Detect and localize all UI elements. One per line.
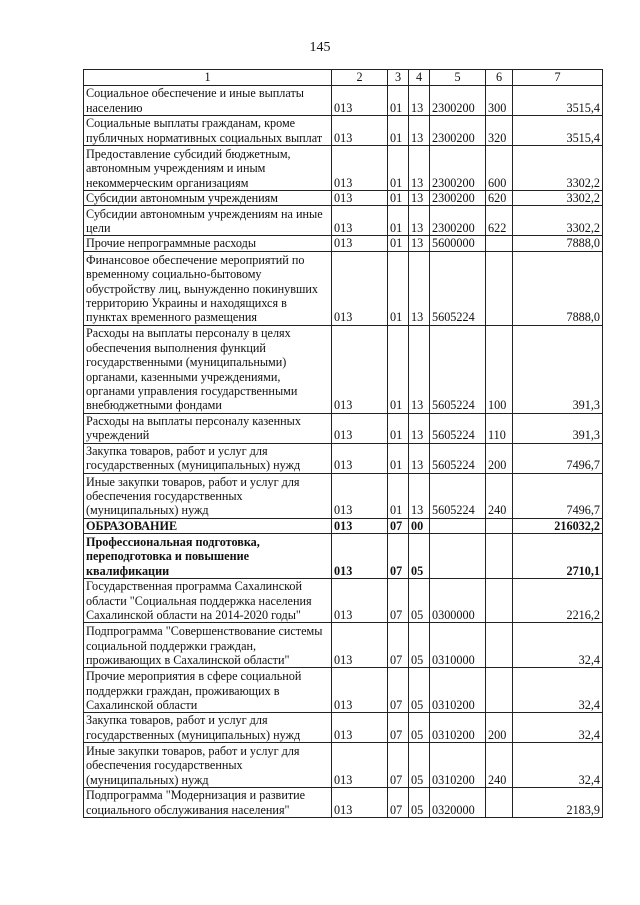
expense-type-code-cell [486, 579, 513, 623]
ministry-code-cell: 013 [332, 413, 388, 443]
amount-cell: 32,4 [513, 743, 603, 788]
expense-type-code-cell: 620 [486, 191, 513, 206]
amount-cell: 32,4 [513, 623, 603, 668]
item-name-cell: ОБРАЗОВАНИЕ [84, 518, 332, 533]
subsection-code-cell: 13 [409, 473, 430, 518]
section-code-cell: 07 [388, 534, 409, 579]
table-row [84, 579, 603, 623]
item-name-cell: Финансовое обеспечение мероприятий по временному социально-бытовому обустройству лиц, вынужденно покинувших территорию Украины и находящихся в пунктах временного размещения [84, 251, 332, 325]
amount-cell: 7888,0 [513, 251, 603, 325]
amount-cell: 2216,2 [513, 579, 603, 623]
header-cell: 6 [486, 70, 513, 86]
expense-type-code-cell: 200 [486, 713, 513, 743]
section-code-cell: 07 [388, 743, 409, 788]
header-cell: 7 [513, 70, 603, 86]
table-row [84, 413, 603, 443]
amount-cell: 32,4 [513, 668, 603, 713]
target-item-code-cell [430, 518, 486, 533]
target-item-code-cell: 5605224 [430, 473, 486, 518]
item-name-cell: Иные закупки товаров, работ и услуг для обеспечения государственных (муниципальных) нужд [84, 743, 332, 788]
subsection-code-cell: 13 [409, 146, 430, 191]
ministry-code-cell: 013 [332, 191, 388, 206]
header-cell: 1 [84, 70, 332, 86]
amount-cell: 216032,2 [513, 518, 603, 533]
table-row [84, 518, 603, 533]
target-item-code-cell: 0310200 [430, 668, 486, 713]
section-code-cell: 01 [388, 443, 409, 473]
section-code-cell: 07 [388, 668, 409, 713]
target-item-code-cell: 5600000 [430, 236, 486, 251]
ministry-code-cell: 013 [332, 743, 388, 788]
table-row [84, 86, 603, 116]
target-item-code-cell: 2300200 [430, 206, 486, 236]
target-item-code-cell: 5605224 [430, 251, 486, 325]
subsection-code-cell: 05 [409, 534, 430, 579]
ministry-code-cell: 013 [332, 788, 388, 818]
table-row [84, 623, 603, 668]
item-name-cell: Закупка товаров, работ и услуг для государственных (муниципальных) нужд [84, 443, 332, 473]
item-name-cell: Государственная программа Сахалинской области "Социальная поддержка населения Сахалинской области на 2014-2020 годы" [84, 579, 332, 623]
ministry-code-cell: 013 [332, 325, 388, 413]
subsection-code-cell: 05 [409, 579, 430, 623]
subsection-code-cell: 13 [409, 413, 430, 443]
amount-cell: 2183,9 [513, 788, 603, 818]
ministry-code-cell: 013 [332, 668, 388, 713]
table-row [84, 251, 603, 325]
section-code-cell: 01 [388, 251, 409, 325]
section-code-cell: 07 [388, 623, 409, 668]
section-code-cell: 01 [388, 325, 409, 413]
subsection-code-cell: 13 [409, 191, 430, 206]
target-item-code-cell: 0310200 [430, 743, 486, 788]
ministry-code-cell: 013 [332, 713, 388, 743]
section-code-cell: 01 [388, 236, 409, 251]
budget-table [83, 69, 603, 818]
section-code-cell: 07 [388, 788, 409, 818]
subsection-code-cell: 05 [409, 668, 430, 713]
table-row [84, 668, 603, 713]
table-row [84, 146, 603, 191]
target-item-code-cell: 2300200 [430, 86, 486, 116]
item-name-cell: Прочие непрограммные расходы [84, 236, 332, 251]
item-name-cell: Закупка товаров, работ и услуг для государственных (муниципальных) нужд [84, 713, 332, 743]
header-row [84, 70, 603, 86]
expense-type-code-cell [486, 251, 513, 325]
ministry-code-cell: 013 [332, 623, 388, 668]
amount-cell: 7888,0 [513, 236, 603, 251]
expense-type-code-cell: 200 [486, 443, 513, 473]
section-code-cell: 01 [388, 146, 409, 191]
item-name-cell: Субсидии автономным учреждениям [84, 191, 332, 206]
ministry-code-cell: 013 [332, 518, 388, 533]
table-row [84, 325, 603, 413]
ministry-code-cell: 013 [332, 146, 388, 191]
subsection-code-cell: 13 [409, 325, 430, 413]
ministry-code-cell: 013 [332, 206, 388, 236]
table-row [84, 191, 603, 206]
expense-type-code-cell: 300 [486, 86, 513, 116]
section-code-cell: 01 [388, 473, 409, 518]
section-code-cell: 07 [388, 518, 409, 533]
ministry-code-cell: 013 [332, 86, 388, 116]
amount-cell: 32,4 [513, 713, 603, 743]
item-name-cell: Предоставление субсидий бюджетным, автономным учреждениям и иным некоммерческим организациям [84, 146, 332, 191]
target-item-code-cell: 0300000 [430, 579, 486, 623]
section-code-cell: 01 [388, 116, 409, 146]
table-body [84, 86, 603, 818]
target-item-code-cell: 0310200 [430, 713, 486, 743]
section-code-cell: 01 [388, 206, 409, 236]
expense-type-code-cell: 240 [486, 743, 513, 788]
table-row [84, 443, 603, 473]
section-code-cell: 01 [388, 191, 409, 206]
expense-type-code-cell [486, 668, 513, 713]
table-row [84, 713, 603, 743]
amount-cell: 7496,7 [513, 443, 603, 473]
item-name-cell: Социальные выплаты гражданам, кроме публичных нормативных социальных выплат [84, 116, 332, 146]
amount-cell: 3302,2 [513, 206, 603, 236]
amount-cell: 391,3 [513, 413, 603, 443]
amount-cell: 3302,2 [513, 191, 603, 206]
subsection-code-cell: 00 [409, 518, 430, 533]
subsection-code-cell: 05 [409, 713, 430, 743]
subsection-code-cell: 13 [409, 116, 430, 146]
expense-type-code-cell: 600 [486, 146, 513, 191]
subsection-code-cell: 13 [409, 443, 430, 473]
target-item-code-cell: 2300200 [430, 116, 486, 146]
amount-cell: 391,3 [513, 325, 603, 413]
target-item-code-cell: 2300200 [430, 146, 486, 191]
item-name-cell: Расходы на выплаты персоналу казенных учреждений [84, 413, 332, 443]
item-name-cell: Подпрограмма "Совершенствование системы социальной поддержки граждан, проживающих в Сахалинской области" [84, 623, 332, 668]
subsection-code-cell: 05 [409, 743, 430, 788]
item-name-cell: Расходы на выплаты персоналу в целях обеспечения выполнения функций государственными (муниципальными) органами, казенными учреждениями, органами управления государственными внебюджетными фондами [84, 325, 332, 413]
amount-cell: 3302,2 [513, 146, 603, 191]
subsection-code-cell: 13 [409, 236, 430, 251]
item-name-cell: Иные закупки товаров, работ и услуг для обеспечения государственных (муниципальных) нужд [84, 473, 332, 518]
table-row [84, 534, 603, 579]
table-row [84, 206, 603, 236]
item-name-cell: Профессиональная подготовка, переподготовка и повышение квалификации [84, 534, 332, 579]
target-item-code-cell [430, 534, 486, 579]
expense-type-code-cell: 622 [486, 206, 513, 236]
section-code-cell: 07 [388, 579, 409, 623]
ministry-code-cell: 013 [332, 579, 388, 623]
expense-type-code-cell [486, 518, 513, 533]
expense-type-code-cell [486, 236, 513, 251]
expense-type-code-cell [486, 623, 513, 668]
expense-type-code-cell: 100 [486, 325, 513, 413]
section-code-cell: 07 [388, 713, 409, 743]
header-cell: 3 [388, 70, 409, 86]
subsection-code-cell: 13 [409, 86, 430, 116]
header-cell: 4 [409, 70, 430, 86]
table-row [84, 788, 603, 818]
item-name-cell: Прочие мероприятия в сфере социальной поддержки граждан, проживающих в Сахалинской области [84, 668, 332, 713]
ministry-code-cell: 013 [332, 116, 388, 146]
ministry-code-cell: 013 [332, 251, 388, 325]
ministry-code-cell: 013 [332, 473, 388, 518]
expense-type-code-cell [486, 534, 513, 579]
target-item-code-cell: 5605224 [430, 325, 486, 413]
ministry-code-cell: 013 [332, 534, 388, 579]
item-name-cell: Подпрограмма "Модернизация и развитие социального обслуживания населения" [84, 788, 332, 818]
section-code-cell: 01 [388, 413, 409, 443]
amount-cell: 2710,1 [513, 534, 603, 579]
subsection-code-cell: 05 [409, 623, 430, 668]
section-code-cell: 01 [388, 86, 409, 116]
ministry-code-cell: 013 [332, 443, 388, 473]
subsection-code-cell: 05 [409, 788, 430, 818]
amount-cell: 3515,4 [513, 116, 603, 146]
expense-type-code-cell: 320 [486, 116, 513, 146]
ministry-code-cell: 013 [332, 236, 388, 251]
subsection-code-cell: 13 [409, 251, 430, 325]
header-cell: 2 [332, 70, 388, 86]
amount-cell: 3515,4 [513, 86, 603, 116]
item-name-cell: Социальное обеспечение и иные выплаты населению [84, 86, 332, 116]
target-item-code-cell: 0310000 [430, 623, 486, 668]
expense-type-code-cell [486, 788, 513, 818]
item-name-cell: Субсидии автономным учреждениям на иные цели [84, 206, 332, 236]
expense-type-code-cell: 240 [486, 473, 513, 518]
target-item-code-cell: 0320000 [430, 788, 486, 818]
table-header [84, 70, 603, 86]
page-number: 145 [309, 40, 331, 55]
subsection-code-cell: 13 [409, 206, 430, 236]
amount-cell: 7496,7 [513, 473, 603, 518]
target-item-code-cell: 5605224 [430, 413, 486, 443]
header-cell: 5 [430, 70, 486, 86]
expense-type-code-cell: 110 [486, 413, 513, 443]
target-item-code-cell: 5605224 [430, 443, 486, 473]
table-row [84, 236, 603, 251]
target-item-code-cell: 2300200 [430, 191, 486, 206]
table-row [84, 743, 603, 788]
table-row [84, 473, 603, 518]
table-row [84, 116, 603, 146]
